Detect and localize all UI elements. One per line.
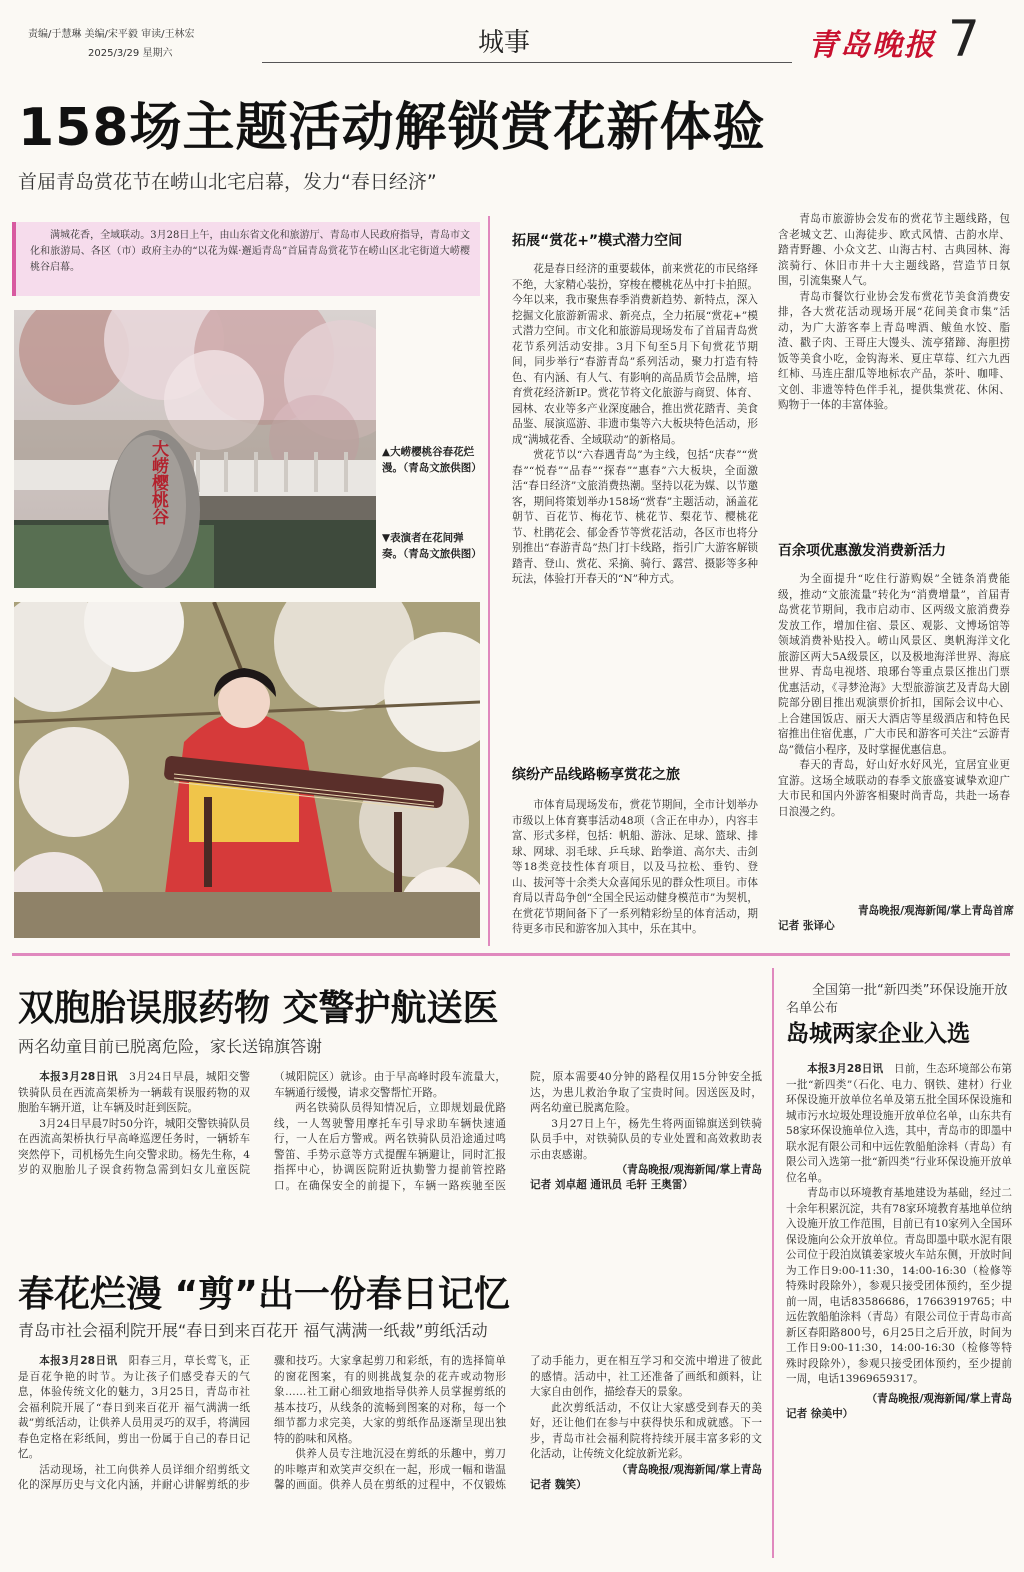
story4-paragraph: 供养人员专注地沉浸在剪纸的乐趣中，剪刀的咔嚓声和欢笑声交织在一起，形成一幅和谐温馨的画面。供养人员在剪纸的过程中，不仅锻炼了动手能力，更在相互学习和交流中增进了彼此的感情。活动中，社工还准备了画纸和颜料，让大家自由创作，描绘春天的景象。 <box>274 1355 762 1491</box>
story3-body <box>786 1062 1012 1552</box>
section2-body-cont <box>778 212 1010 526</box>
performer-illustration <box>14 602 480 938</box>
story4-paragraph: 阳春三月，草长莺飞，正是百花争艳的时节。为让孩子们感受春天的气息，体验传统文化的魅力，3月25日，青岛市社会福利院开展了“春日到来百花开 福气满满一纸裁”剪纸活动，让供养人员用灵巧的双手，将满园春色定格在彩纸间，剪出一份属于自己的春日记忆。 <box>18 1355 251 1460</box>
section1-paragraph: 赏花节以“六春遇青岛”为主线，包括“庆春”“赏春”“悦春”“品春”“探春”“惠春”六大板块，全面激活“春日经济”文旅消费热潮。坚持以花为媒、以节邀客，期间将策划举办158场“赏春”主题活动，涵盖花朝节、百花节、梅花节、桃花节、梨花节、樱桃花节、杜鹃花会、郁金香节等赏花活动，各区市也将分别推出“春游青岛”热门打卡线路，指引广大游客解锁踏青、登山、赏花、采摘、骑行、露营、摄影等多种玩法，体验打开春天的“N”种方式。 <box>512 449 758 585</box>
photo-performer <box>14 602 480 938</box>
story3-byline-line2: 记者 徐美中） <box>786 1407 854 1420</box>
photo-cherry-valley <box>14 310 376 588</box>
story3-paragraph: 日前，生态环境部公布第一批“新四类”（石化、电力、钢铁、建材）行业环保设施开放单位名单及第五批全国环保设施和城市污水垃圾处理设施开放单位名单，山东共有58家环保设施单位入选，其中，青岛市的即墨中联水泥有限公司和中远佐敦船舶涂料（青岛）有限公司入选第一批“新四类”行业环保设施开放单位名单。 <box>786 1063 1012 1184</box>
main-byline-line1: 青岛晚报/观海新闻/掌上青岛首席 <box>857 905 1014 917</box>
stone-inscription: 大崂樱桃谷 <box>148 440 168 525</box>
story3-kicker: 全国第一批“新四类”环保设施开放名单公布 <box>786 983 1008 1016</box>
section1-paragraph: 花是春日经济的重要载体，前来赏花的市民络绎不绝，大家精心装扮，穿梭在樱桃花丛中打卡拍照。今年以来，我市聚焦春季消费新趋势、新特点，深入挖掘文化旅游新需求、新亮点，全力拓展“赏花+”模式潜力空间。市文化和旅游局现场发布了首届青岛赏花节系列活动安排。3月下旬至5月下旬赏花节期间，同步举行“春游青岛”系列活动，聚力打造有特色、有内涵、有人气、有影响的高品质节会品牌，培育赏花经济新IP。赏花节将文化旅游与商贸、体育、园林、农业等多产业深度融合，推出赏花踏青、美食品鉴、展演巡游、非遗市集等六大板块特色活动，形成“满城花香、全域联动”的新格局。 <box>512 263 758 446</box>
section2-paragraph: 青岛市餐饮行业协会发布赏花节美食消费安排，各大赏花活动现场开展“花间美食市集”活动，为广大游客奉上青岛啤酒、鲅鱼水饺、脂渣、戳子肉、王哥庄大馒头、流亭猪蹄、海胆捞饭等美食小吃，金钩海米、夏庄草莓、红六九西红柿、马连庄甜瓜等地标农产品，茶叶、咖啡、文创、非遗等特色伴手礼，提供集赏花、休闲、购物于一体的丰富体验。 <box>778 290 1010 411</box>
story3-divider <box>772 968 774 1558</box>
story4-subheadline: 青岛市社会福利院开展“春日到来百花开 福气满满一纸裁”剪纸活动 <box>18 1321 488 1340</box>
story2-headline: 双胞胎误服药物 交警护航送医 <box>18 988 499 1029</box>
story2-paragraph: 3月24日早晨7时50分许，城阳交警铁骑队员在西流高架桥执行早高峰巡逻任务时，一辆轿车突然停下，司机杨先生向交警求助。杨先生称，4岁的双胞胎儿子误食药物急需到妇女儿童医院（城阳院区）就诊。由于早高峰时段车流量大，车辆通行缓慢，请求交警帮忙开路。 <box>18 1071 506 1176</box>
section3-title: 百余项优惠激发消费新活力 <box>778 543 946 559</box>
story4-paragraph: 活动现场，社工向供养人员详细介绍剪纸文化的深厚历史与文化内涵，并耐心讲解剪纸的步骤和技巧。大家拿起剪刀和彩纸，有的选择简单的窗花图案，有的则挑战复杂的花卉或动物形象……社工耐心细致地指导供养人员掌握剪纸的基本技巧，从线条的流畅到图案的对称，每一个细节都力求完美，大家的剪纸作品逐渐呈现出独特的韵味和风格。 <box>18 1355 506 1491</box>
photo1-caption: ▲大崂樱桃谷春花烂漫。（青岛文旅供图） <box>382 446 482 474</box>
editors-credit: 责编/于慧琳 美编/宋平毅 审读/王林宏 <box>28 29 195 40</box>
section-rule <box>12 953 1010 956</box>
lead-box: 满城花香，全域联动。3月28日上午，由山东省文化和旅游厅、青岛市人民政府指导，青岛市文化和旅游局、各区（市）政府主办的“以花为媒·邂逅青岛”首届青岛赏花节在崂山区北宅街道大崂樱桃谷启幕。 <box>12 222 480 296</box>
section1-body <box>512 262 758 742</box>
section3-paragraph: 为全面提升“吃住行游购娱”全链条消费能级，推动“文旅流量”转化为“消费增量”，首届青岛赏花节期间，我市启动市、区两级文旅消费券发放工作，增加住宿、景区、观影、文博场馆等领域消费补贴投入。崂山风景区、奥帆海洋文化旅游区两大5A级景区，以及极地海洋世界、海底世界、青岛电视塔、琅琊台等重点景区推出门票优惠活动，《寻梦沧海》大型旅游演艺及青岛大剧院部分剧目推出观演票价折扣，国际会议中心、上合建国饭店、丽天大酒店等星级酒店和特色民宿推出住宿优惠，广大市民和游客可关注“云游青岛”微信小程序，及时掌握优惠信息。 <box>778 573 1010 756</box>
story3-headline: 岛城两家企业入选 <box>786 1021 970 1047</box>
issue-date: 2025/3/29 星期六 <box>88 48 173 59</box>
section2-body-start <box>512 798 758 938</box>
main-subheadline: 首届青岛赏花节在崂山北宅启幕，发力“春日经济” <box>18 171 437 193</box>
section2-paragraph: 市体育局现场发布，赏花节期间，全市计划举办市级以上体育赛事活动48项（含正在申办），内容丰富、形式多样，包括：帆船、游泳、足球、篮球、排球、网球、羽毛球、乒乓球、跆拳道、高尔夫、击剑等18类竞技性体育项目，以及马拉松、垂钓、登山、拔河等十余类大众喜闻乐见的群众性项目。市体育局以青岛争创“全国全民运动健身模范市”为契机，在赏花节期间备下了一系列精彩纷呈的体育活动，期待更多市民和游客加入其中，乐在其中。 <box>512 799 758 935</box>
story2-body <box>18 1070 762 1242</box>
section2-title: 缤纷产品线路畅享赏花之旅 <box>512 767 680 783</box>
story4-paragraph: 此次剪纸活动，不仅让大家感受到春天的美好，还让他们在参与中获得快乐和成就感。下一步，青岛市社会福利院将持续开展丰富多彩的文化活动，让传统文化绽放新光彩。 <box>530 1401 762 1460</box>
story2-byline-line1: （青岛晚报/观海新闻/掌上青岛 <box>616 1164 762 1176</box>
story2-paragraph: 3月27日上午，杨先生将两面锦旗送到铁骑队员手中，对铁骑队员的专业处置和高效救助表示由衷感谢。 <box>530 1117 762 1161</box>
story3-dateline: 本报3月28日讯 <box>807 1063 884 1075</box>
story4-dateline: 本报3月28日讯 <box>39 1355 118 1367</box>
section3-paragraph: 春天的青岛，好山好水好风光，宜居宜业更宜游。这场全域联动的春季文旅盛宴诚挚欢迎广大市民和国内外游客相聚时尚青岛，共赴一场春日浪漫之约。 <box>778 759 1010 818</box>
section1-title: 拓展“赏花+”模式潜力空间 <box>512 233 683 249</box>
story3-paragraph: 青岛市以环境教育基地建设为基础，经过二十余年积累沉淀，共有78家环境教育基地单位纳入设施开放工作范围，目前已有10家列入全国环保设施向公众开放单位。青岛即墨中联水泥有限公司位于段泊岚镇姜家坡火车站东侧，开放时间为工作日9:00-11:30，14:00-16:30（检修等特殊时段除外），参观只接受团体预约，至少提前一周，电话83586686，17663919765；中远佐敦船舶涂料（青岛）有限公司位于青岛市高新区春阳路800号，6月25日之后开放，时间为工作日9:00-11:30，14:00-16:30（检修等特殊时段除外），参观只接受团体预约，至少提前一周，电话13969659317。 <box>786 1187 1012 1385</box>
paper-logo: 青岛晚报 <box>808 28 936 63</box>
story4-byline-line1: （青岛晚报/观海新闻/掌上青岛 <box>616 1463 762 1476</box>
story4-headline: 春花烂漫 “剪”出一份春日记忆 <box>18 1274 510 1315</box>
column-divider <box>488 216 490 946</box>
masthead-rule <box>262 62 792 63</box>
story3-byline-line1: （青岛晚报/观海新闻/掌上青岛 <box>866 1392 1012 1405</box>
story2-dateline: 本报3月28日讯 <box>39 1071 118 1083</box>
story2-paragraph: 3月24日早晨，城阳交警铁骑队员在西流高架桥为一辆载有误服药物的双胞胎车辆开道，让车辆及时赶到医院。 <box>18 1071 250 1114</box>
story2-byline-line2: 记者 刘卓超 通讯员 毛轩 王奥雷） <box>530 1179 694 1191</box>
page-number: 7 <box>948 10 980 68</box>
section3-body <box>778 572 1010 902</box>
main-byline-line2: 记者 张译心 <box>778 920 835 932</box>
main-byline <box>778 904 1014 934</box>
section2-paragraph: 青岛市旅游协会发布的赏花节主题线路，包含老城文艺、山海徒步、欧式风情、古韵水岸、踏青野趣、小众文艺、山海古村、古典园林、海滨骑行、休旧市井十大主题线路，营造节日氛围，引流集聚人气。 <box>778 213 1010 287</box>
main-headline: 158场主题活动解锁赏花新体验 <box>18 98 766 158</box>
section-name: 城事 <box>478 28 531 58</box>
story4-byline-line2: 记者 魏笑） <box>530 1478 587 1491</box>
story2-paragraph: 两名铁骑队员得知情况后，立即规划最优路线，一人驾驶警用摩托车引导求助车辆快速通行，一人在后方警戒。两名铁骑队员沿途通过鸣警笛、手势示意等方式提醒车辆避让，同时汇报指挥中心，协调医院附近执勤警力提前管控路口。在确保安全的前提下，车辆一路疾驰至医院，原本需要40分钟的路程仅用15分钟安全抵达，为患儿救治争取了宝贵时间。因送医及时，两名幼童已脱离危险。 <box>274 1071 762 1192</box>
story4-body <box>18 1354 762 1554</box>
cherry-valley-illustration <box>14 310 376 588</box>
story2-subheadline: 两名幼童目前已脱离危险，家长送锦旗答谢 <box>18 1037 323 1056</box>
photo2-caption: ▼表演者在花间弹奏。（青岛文旅供图） <box>382 532 482 560</box>
